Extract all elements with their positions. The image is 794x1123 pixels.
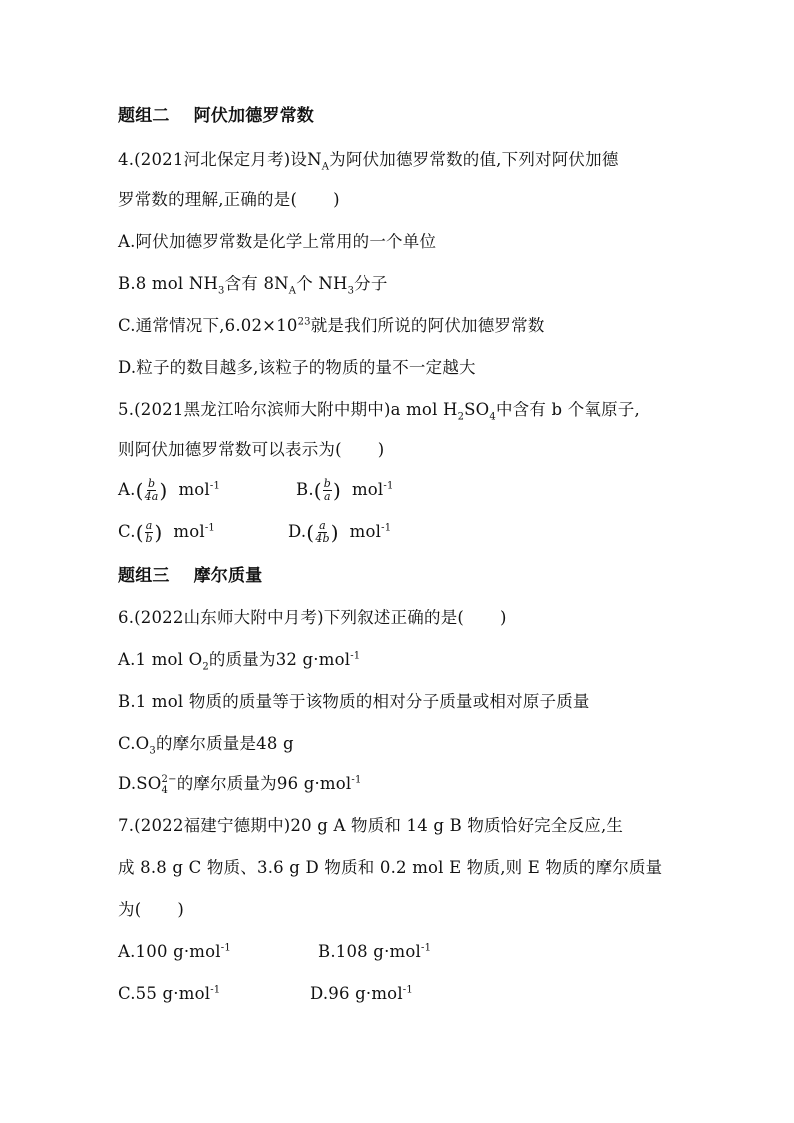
denominator: 4a <box>144 490 159 503</box>
q4-text: 含有 8N <box>224 274 289 293</box>
q4-text: 罗常数的理解,正确的是( <box>118 190 298 209</box>
q5-option-b: B.( $\frac{b}{a}$ ) mol$^{-1}$ <box>296 477 394 503</box>
q6-option-a <box>118 648 360 672</box>
subscript: 4 <box>161 784 169 796</box>
option-label: C. <box>118 522 136 541</box>
q5-options-row2 <box>118 519 392 545</box>
q7-option-a <box>118 942 231 961</box>
unit: mol <box>173 522 205 541</box>
q4-text: C.通常情况下,6.02×10 <box>118 316 298 335</box>
q6-text: 的质量为32 g·mol <box>208 650 351 669</box>
q4-option-a: A.阿伏加德罗常数是化学上常用的一个单位 <box>118 232 437 251</box>
q5-text: 则阿伏加德罗常数可以表示为( <box>118 440 342 459</box>
option-label: D. <box>288 522 307 541</box>
q7-option-d <box>310 982 413 1006</box>
q5-option-c: C.( $\frac{a}{b}$ ) mol$^{-1}$ <box>118 519 215 545</box>
q5-options-row1 <box>118 477 394 503</box>
option-label: B. <box>296 480 314 499</box>
q6-text: ) <box>500 608 507 627</box>
q4-text: 为阿伏加德罗常数的值,下列对阿伏加德 <box>329 150 619 169</box>
superscript: 2− <box>161 773 177 785</box>
superscript: -1 <box>381 522 392 534</box>
ion-charge <box>162 774 177 796</box>
subscript: 2 <box>202 661 209 673</box>
fraction <box>145 520 154 545</box>
q5-text: 5.(2021黑龙江哈尔滨师大附中期中)a mol H <box>118 400 458 419</box>
q4-option-b <box>118 272 388 296</box>
q6-text: 6.(2022山东师大附中月考)下列叙述正确的是( <box>118 608 465 627</box>
q6-stem <box>118 606 507 630</box>
q5-text: 中含有 b 个氧原子, <box>495 400 640 419</box>
q6-option-b: B.1 mol 物质的质量等于该物质的相对分子质量或相对原子质量 <box>118 692 590 711</box>
fraction <box>323 478 332 503</box>
numerator: a <box>145 519 153 532</box>
subscript: A <box>321 161 330 173</box>
subscript: 4 <box>489 411 496 423</box>
unit: mol <box>178 480 210 499</box>
q7-text: B.108 g·mol <box>318 942 421 961</box>
numerator: a <box>319 519 326 532</box>
superscript: -1 <box>204 522 215 534</box>
fraction <box>315 520 329 545</box>
q6-option-c <box>118 732 294 756</box>
numerator: b <box>323 477 332 490</box>
q6-text: 的摩尔质量为96 g·mol <box>176 774 352 793</box>
q4-text: 个 NH <box>296 274 348 293</box>
q4-stem-line1 <box>118 148 619 172</box>
q4-option-d: D.粒子的数目越多,该粒子的物质的量不一定越大 <box>118 358 476 377</box>
q5-text: ) <box>377 440 385 459</box>
q5-option-a: A.( $\frac{b}{4a}$ ) mol$^{-1}$ <box>118 477 221 503</box>
q6-option-d <box>118 772 362 796</box>
q4-text: 就是我们所说的阿伏加德罗常数 <box>310 316 545 335</box>
q7-options-row1 <box>118 940 432 964</box>
q7-text: C.55 g·mol <box>118 984 211 1003</box>
group3-heading <box>118 564 262 588</box>
group2-title: 题组二 <box>118 106 170 126</box>
group2-heading <box>118 104 314 128</box>
q7-options-row2 <box>118 982 413 1006</box>
option-label: A. <box>118 480 136 499</box>
q7-text: D.96 g·mol <box>310 984 403 1003</box>
q7-option-b <box>318 940 431 964</box>
denominator: 4b <box>315 532 330 545</box>
subscript: 2 <box>457 411 465 423</box>
denominator: a <box>324 490 331 503</box>
q6-text: C.O <box>118 734 150 753</box>
superscript: -1 <box>220 942 231 954</box>
unit: mol <box>351 480 384 499</box>
superscript: -1 <box>209 480 221 492</box>
q4-text: 分子 <box>354 274 388 293</box>
q4-stem-line2 <box>118 188 340 212</box>
q4-option-c <box>118 314 545 338</box>
denominator: b <box>145 532 153 545</box>
q4-text: B.8 mol NH <box>118 274 219 293</box>
q4-text: 4.(2021河北保定月考)设N <box>118 150 322 169</box>
q7-stem-line2: 成 8.8 g C 物质、3.6 g D 物质和 0.2 mol E 物质,则 E 物质的摩尔质量 <box>118 858 663 877</box>
superscript: -1 <box>420 942 432 954</box>
subscript: 3 <box>218 285 225 297</box>
q5-stem-line1 <box>118 398 640 422</box>
subscript: 3 <box>347 285 355 297</box>
q5-text: SO <box>464 400 490 419</box>
superscript: 23 <box>297 316 311 328</box>
q7-option-c <box>118 984 220 1003</box>
q5-option-d: D.( $\frac{a}{4b}$ ) mol$^{-1}$ <box>288 519 392 545</box>
q7-text: A.100 g·mol <box>118 942 221 961</box>
numerator: b <box>147 477 156 490</box>
q6-text: A.1 mol O <box>118 650 203 669</box>
subscript: A <box>288 285 297 297</box>
superscript: -1 <box>350 650 361 662</box>
superscript: -1 <box>210 984 221 996</box>
q7-stem-line3 <box>118 898 184 922</box>
q6-text: D.SO <box>118 774 162 793</box>
q7-text: 为( <box>118 900 142 919</box>
q6-text: 的摩尔质量是48 g <box>155 734 294 753</box>
unit: mol <box>349 522 382 541</box>
group3-subtitle: 摩尔质量 <box>193 566 263 586</box>
subscript: 3 <box>149 745 156 757</box>
q7-stem-line1: 7.(2022福建宁德期中)20 g A 物质和 14 g B 物质恰好完全反应,生 <box>118 816 624 835</box>
fraction <box>145 478 159 503</box>
superscript: -1 <box>383 480 394 492</box>
q5-stem-line2 <box>118 438 384 462</box>
group3-title: 题组三 <box>118 566 170 586</box>
superscript: -1 <box>402 984 413 996</box>
q4-text: ) <box>333 190 340 209</box>
group2-subtitle: 阿伏加德罗常数 <box>193 106 315 126</box>
q7-text: ) <box>177 900 184 919</box>
superscript: -1 <box>351 774 362 786</box>
